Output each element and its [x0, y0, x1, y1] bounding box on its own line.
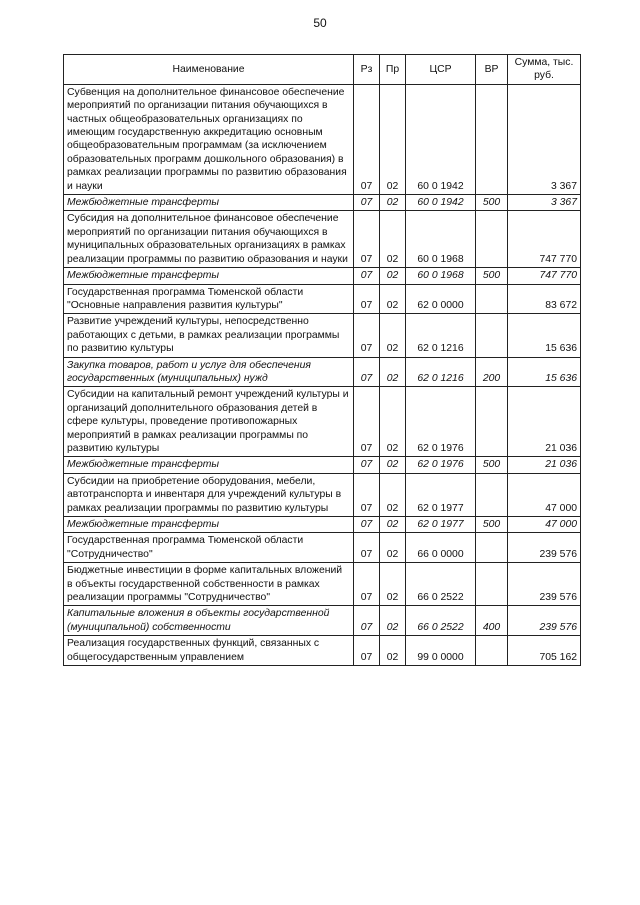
page-number: 50	[313, 16, 327, 30]
row-name: Реализация государственных функций, связанных с общегосударственным управлением	[64, 636, 354, 666]
table-row	[64, 211, 581, 268]
row-name: Субсидии на капитальный ремонт учреждений культуры и организаций дополнительного образования детей в сфере культуры, проведение противопожарных мероприятий в рамках реализации программы по развитию культуры	[64, 387, 354, 457]
row-sum: 47 000	[508, 517, 581, 533]
table-row	[64, 473, 581, 516]
row-rz: 07	[354, 284, 380, 314]
row-sum: 47 000	[508, 473, 581, 516]
table-row	[64, 533, 581, 563]
header-rz: Рз	[354, 55, 380, 85]
row-pr: 02	[380, 473, 406, 516]
row-csr: 62 0 1977	[406, 473, 476, 516]
row-vr	[476, 211, 508, 268]
row-sum: 239 576	[508, 533, 581, 563]
row-rz: 07	[354, 533, 380, 563]
row-sum: 21 036	[508, 387, 581, 457]
row-vr: 500	[476, 457, 508, 473]
row-rz: 07	[354, 606, 380, 636]
row-csr: 66 0 0000	[406, 533, 476, 563]
row-pr: 02	[380, 457, 406, 473]
row-pr: 02	[380, 606, 406, 636]
row-csr: 62 0 0000	[406, 284, 476, 314]
row-sum: 15 636	[508, 314, 581, 357]
table-row	[64, 314, 581, 357]
row-vr	[476, 84, 508, 194]
table-row	[64, 84, 581, 194]
budget-table	[63, 54, 581, 666]
row-vr	[476, 636, 508, 666]
row-name: Межбюджетные трансферты	[64, 268, 354, 284]
row-vr	[476, 563, 508, 606]
row-sum: 21 036	[508, 457, 581, 473]
header-csr: ЦСР	[406, 55, 476, 85]
row-rz: 07	[354, 636, 380, 666]
row-vr: 400	[476, 606, 508, 636]
row-name: Капитальные вложения в объекты государственной (муниципальной) собственности	[64, 606, 354, 636]
row-name: Государственная программа Тюменской области "Основные направления развития культуры"	[64, 284, 354, 314]
header-vr: ВР	[476, 55, 508, 85]
row-name: Бюджетные инвестиции в форме капитальных вложений в объекты государственной собственности в рамках реализации программы "Сотрудничество"	[64, 563, 354, 606]
row-csr: 62 0 1977	[406, 517, 476, 533]
row-rz: 07	[354, 517, 380, 533]
row-sum: 239 576	[508, 563, 581, 606]
row-csr: 60 0 1968	[406, 211, 476, 268]
row-vr: 500	[476, 195, 508, 211]
header-row	[64, 55, 581, 85]
row-pr: 02	[380, 195, 406, 211]
row-sum: 705 162	[508, 636, 581, 666]
row-name: Субсидия на дополнительное финансовое обеспечение мероприятий по организации питания обучающихся в муниципальных образовательных организациях в рамках реализации программы по развитию образования и науки	[64, 211, 354, 268]
table-row	[64, 606, 581, 636]
row-vr	[476, 284, 508, 314]
row-csr: 62 0 1216	[406, 314, 476, 357]
row-pr: 02	[380, 268, 406, 284]
row-vr	[476, 387, 508, 457]
row-csr: 62 0 1216	[406, 357, 476, 387]
row-csr: 62 0 1976	[406, 457, 476, 473]
row-name: Закупка товаров, работ и услуг для обеспечения государственных (муниципальных) нужд	[64, 357, 354, 387]
table-row	[64, 268, 581, 284]
row-rz: 07	[354, 387, 380, 457]
row-csr: 66 0 2522	[406, 606, 476, 636]
row-pr: 02	[380, 84, 406, 194]
row-pr: 02	[380, 357, 406, 387]
row-csr: 60 0 1942	[406, 84, 476, 194]
row-sum: 3 367	[508, 195, 581, 211]
row-sum: 239 576	[508, 606, 581, 636]
row-pr: 02	[380, 211, 406, 268]
header-sum: Сумма, тыс. руб.	[508, 55, 581, 85]
table-body	[64, 84, 581, 665]
header-pr: Пр	[380, 55, 406, 85]
row-vr	[476, 533, 508, 563]
row-pr: 02	[380, 533, 406, 563]
table-row	[64, 457, 581, 473]
row-vr	[476, 473, 508, 516]
row-rz: 07	[354, 84, 380, 194]
row-name: Межбюджетные трансферты	[64, 195, 354, 211]
row-csr: 99 0 0000	[406, 636, 476, 666]
row-name: Государственная программа Тюменской области "Сотрудничество"	[64, 533, 354, 563]
table-row	[64, 195, 581, 211]
row-sum: 15 636	[508, 357, 581, 387]
table-row	[64, 284, 581, 314]
row-sum: 3 367	[508, 84, 581, 194]
row-rz: 07	[354, 473, 380, 516]
row-name: Межбюджетные трансферты	[64, 517, 354, 533]
row-name: Межбюджетные трансферты	[64, 457, 354, 473]
row-rz: 07	[354, 195, 380, 211]
row-pr: 02	[380, 563, 406, 606]
row-pr: 02	[380, 284, 406, 314]
row-vr	[476, 314, 508, 357]
table-row	[64, 387, 581, 457]
row-sum: 83 672	[508, 284, 581, 314]
row-vr: 500	[476, 517, 508, 533]
table-row	[64, 357, 581, 387]
row-name: Субсидии на приобретение оборудования, мебели, автотранспорта и инвентаря для учреждений культуры в рамках реализации программы по развитию культуры	[64, 473, 354, 516]
row-sum: 747 770	[508, 268, 581, 284]
row-rz: 07	[354, 268, 380, 284]
row-pr: 02	[380, 517, 406, 533]
row-rz: 07	[354, 211, 380, 268]
table-row	[64, 563, 581, 606]
row-pr: 02	[380, 636, 406, 666]
row-vr: 200	[476, 357, 508, 387]
header-name: Наименование	[64, 55, 354, 85]
row-csr: 62 0 1976	[406, 387, 476, 457]
table-row	[64, 517, 581, 533]
row-name: Субвенция на дополнительное финансовое обеспечение мероприятий по организации питания обучающихся в частных общеобразовательных организациях по имеющим государственную аккредитацию основным общеобразовательным программам (за исключением образовательных программ дошкольного образования) в рамках реализации программы по развитию образования и науки	[64, 84, 354, 194]
row-rz: 07	[354, 563, 380, 606]
row-pr: 02	[380, 314, 406, 357]
row-rz: 07	[354, 357, 380, 387]
row-csr: 66 0 2522	[406, 563, 476, 606]
row-rz: 07	[354, 457, 380, 473]
row-name: Развитие учреждений культуры, непосредственно работающих с детьми, в рамках реализации программы по развитию культуры	[64, 314, 354, 357]
row-sum: 747 770	[508, 211, 581, 268]
table-row	[64, 636, 581, 666]
row-vr: 500	[476, 268, 508, 284]
row-csr: 60 0 1942	[406, 195, 476, 211]
row-rz: 07	[354, 314, 380, 357]
row-csr: 60 0 1968	[406, 268, 476, 284]
row-pr: 02	[380, 387, 406, 457]
